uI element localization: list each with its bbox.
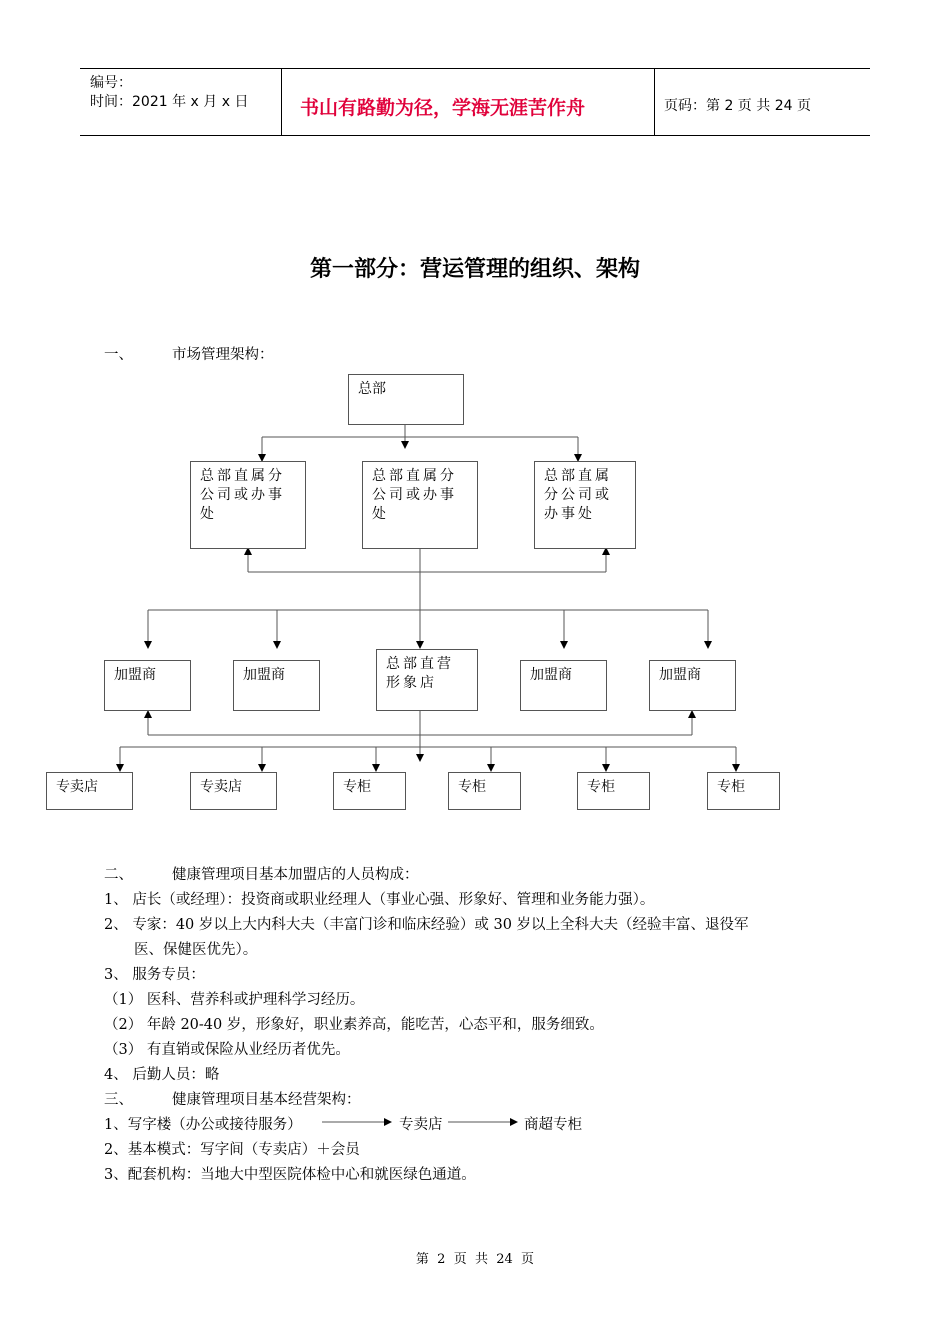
section2-item-4: 4、 后勤人员：略: [104, 1067, 220, 1083]
section2-heading: 健康管理项目基本加盟店的人员构成：: [172, 867, 419, 883]
section3-line1-b: 专卖店: [399, 1117, 443, 1133]
section3-line1-c: 商超专柜: [524, 1117, 582, 1133]
org-node-counter-3: 专柜: [577, 772, 650, 810]
org-node-counter-4: 专柜: [707, 772, 780, 810]
section3-number: 三、: [104, 1092, 133, 1108]
doc-number-label: 编号：: [90, 75, 132, 91]
org-node-store-2: 专卖店: [190, 772, 277, 810]
org-node-branch-3: 总部直属分公司或办事处: [534, 461, 636, 549]
section2-subitem-2: （2） 年龄 20-40 岁，形象好，职业素养高，能吃苦，心态平和，服务细致。: [104, 1017, 604, 1033]
section3-line3: 3、配套机构：当地大中型医院体检中心和就医绿色通道。: [104, 1167, 476, 1183]
header-motto: 书山有路勤为径，学海无涯苦作舟: [300, 97, 586, 119]
org-node-franchisee-1: 加盟商: [104, 660, 191, 711]
section3-line1-a: 1、写字楼（办公或接待服务）: [104, 1117, 302, 1133]
page-footer: 第 2 页 共 24 页: [415, 1252, 535, 1267]
org-node-franchisee-2: 加盟商: [233, 660, 320, 711]
section1-heading: 市场管理架构：: [172, 347, 274, 363]
org-node-franchisee-3: 加盟商: [520, 660, 607, 711]
org-node-counter-2: 专柜: [448, 772, 521, 810]
doc-time-label: 时间：2021 年 x 月 x 日: [90, 94, 249, 110]
section2-subitem-3: （3） 有直销或保险从业经历者优先。: [104, 1042, 350, 1058]
section2-item-3: 3、 服务专员：: [104, 967, 205, 983]
org-node-franchisee-4: 加盟商: [649, 660, 736, 711]
section2-item-2-cont: 医、保健医优先）。: [134, 942, 258, 958]
org-node-root: 总部: [348, 374, 464, 425]
section2-item-2: 2、 专家：40 岁以上大内科大夫（丰富门诊和临床经验）或 30 岁以上全科大夫（经验丰富、退役军: [104, 917, 749, 933]
org-node-branch-1: 总部直属分公司或办事处: [190, 461, 306, 549]
org-node-store-1: 专卖店: [46, 772, 133, 810]
org-node-counter-1: 专柜: [333, 772, 406, 810]
org-node-flagship-store: 总部直营形象店: [376, 649, 478, 711]
section1-number: 一、: [104, 347, 133, 363]
org-node-branch-2: 总部直属分公司或办事处: [362, 461, 478, 549]
section2-subitem-1: （1） 医科、营养科或护理科学习经历。: [104, 992, 365, 1008]
section2-number: 二、: [104, 867, 133, 883]
section2-item-1: 1、 店长（或经理）：投资商或职业经理人（事业心强、形象好、管理和业务能力强）。: [104, 892, 655, 908]
section3-line2: 2、基本模式：写字间（专卖店）＋会员: [104, 1142, 360, 1158]
page-info: 页码：第 2 页 共 24 页: [664, 98, 811, 114]
page-title: 第一部分：营运管理的组织、架构: [309, 257, 640, 282]
section3-heading: 健康管理项目基本经营架构：: [172, 1092, 361, 1108]
